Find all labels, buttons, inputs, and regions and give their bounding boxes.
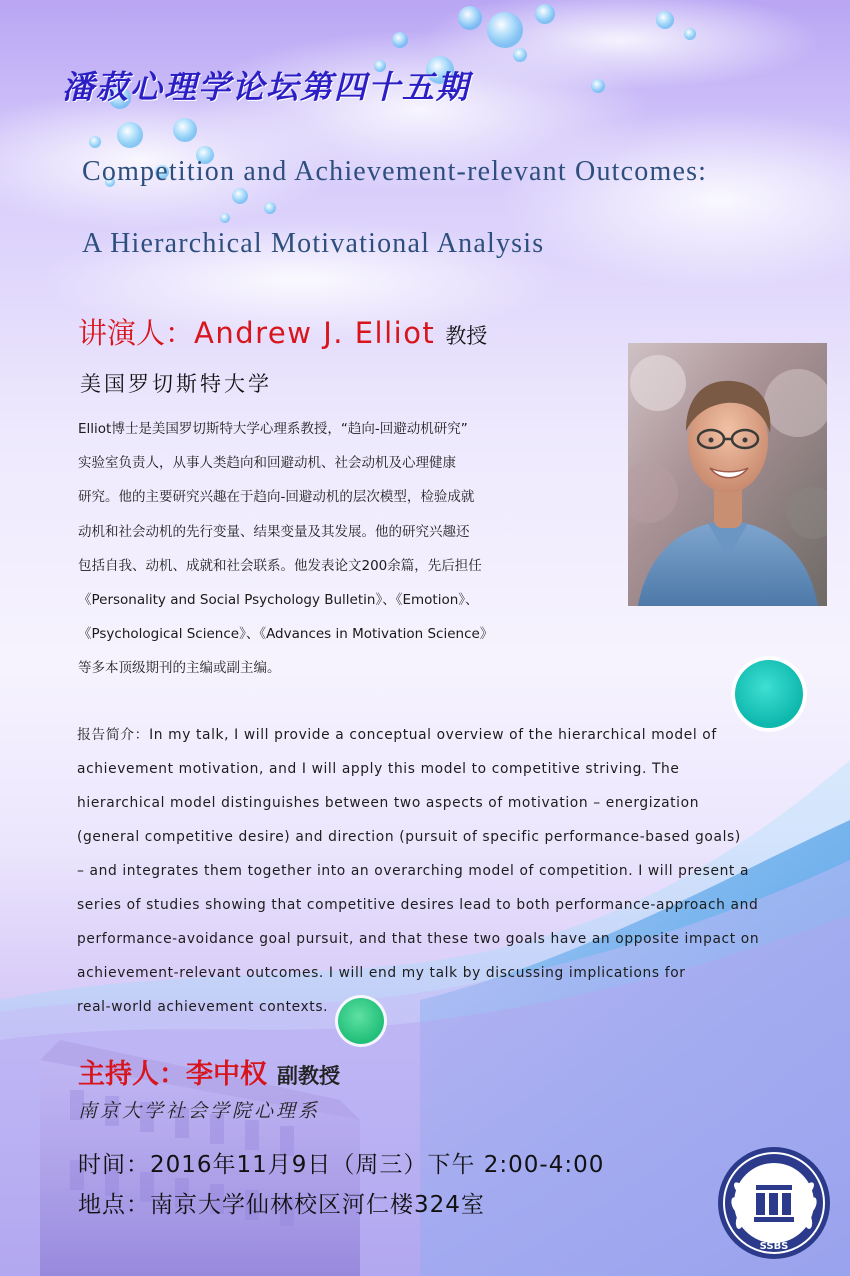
bio-line: 《Psychological Science》、《Advances in Motivation Science》 [78,626,494,643]
abstract-line: (general competitive desire) and direction (pursuit of specific performance-based goals) [77,829,741,845]
bio-line: 动机和社会动机的先行变量、结果变量及其发展。他的研究兴趣还 [78,523,470,540]
bio-line: 实验室负责人，从事人类趋向和回避动机、社会动机及心理健康 [78,455,456,472]
host-label: 主持人： [78,1059,186,1090]
host-name: 李中权 [186,1059,267,1090]
ssbs-logo [716,1145,832,1261]
speaker-photo [628,343,827,606]
abstract-line: achievement-relevant outcomes. I will end my talk by discussing implications for [77,965,686,981]
abstract-line: achievement motivation, and I will apply this model to competitive striving. The [77,761,680,777]
bio-line: 研究。他的主要研究兴趣在于趋向-回避动机的层次模型，检验成就 [78,489,475,506]
speaker-bio [78,412,638,686]
abstract-line: – and integrates them together into an overarching model of competition. I will present a [77,863,750,879]
abstract-line: 报告简介：In my talk, I will provide a conceptual overview of the hierarchical model of [77,727,717,743]
abstract-line: performance-avoidance goal pursuit, and that these two goals have an opposite impact on [77,931,760,947]
logo-text: SSBS [759,1241,789,1252]
forum-title: 潘菽心理学论坛第四十五期 [62,68,471,106]
bio-line: 包括自我、动机、成就和社会联系。他发表论文200余篇，先后担任 [78,557,482,574]
abstract-line: hierarchical model distinguishes between two aspects of motivation – energization [77,795,700,811]
bio-line: 《Personality and Social Psychology Bulletin》、《Emotion》、 [78,591,479,608]
abstract-line: real-world achievement contexts. [77,999,329,1015]
talk-title-line-2: A Hierarchical Motivational Analysis [82,228,545,259]
host-affiliation: 南京大学社会学院心理系 [78,1100,321,1122]
talk-title-line-1: Competition and Achievement-relevant Outcomes: [82,156,708,187]
event-time: 时间：2016年11月9日（周三）下午 2:00-4:00 [78,1152,605,1178]
bio-line: Elliot博士是美国罗切斯特大学心理系教授，“趋向-回避动机研究” [78,421,468,437]
speaker-name: Andrew J. Elliot [194,316,436,350]
event-place: 地点：南京大学仙林校区河仁楼324室 [78,1192,485,1218]
bio-line: 等多本顶级期刊的主编或副主编。 [78,660,281,677]
host-line [78,1052,340,1091]
speaker-affiliation: 美国罗切斯特大学 [80,372,272,396]
talk-abstract [77,718,837,1024]
host-title: 副教授 [277,1063,340,1088]
speaker-label: 讲演人： [78,316,195,350]
speaker-line [78,311,487,352]
speaker-title: 教授 [445,324,488,348]
abstract-line: series of studies showing that competitive desires lead to both performance-approach and [77,897,759,913]
